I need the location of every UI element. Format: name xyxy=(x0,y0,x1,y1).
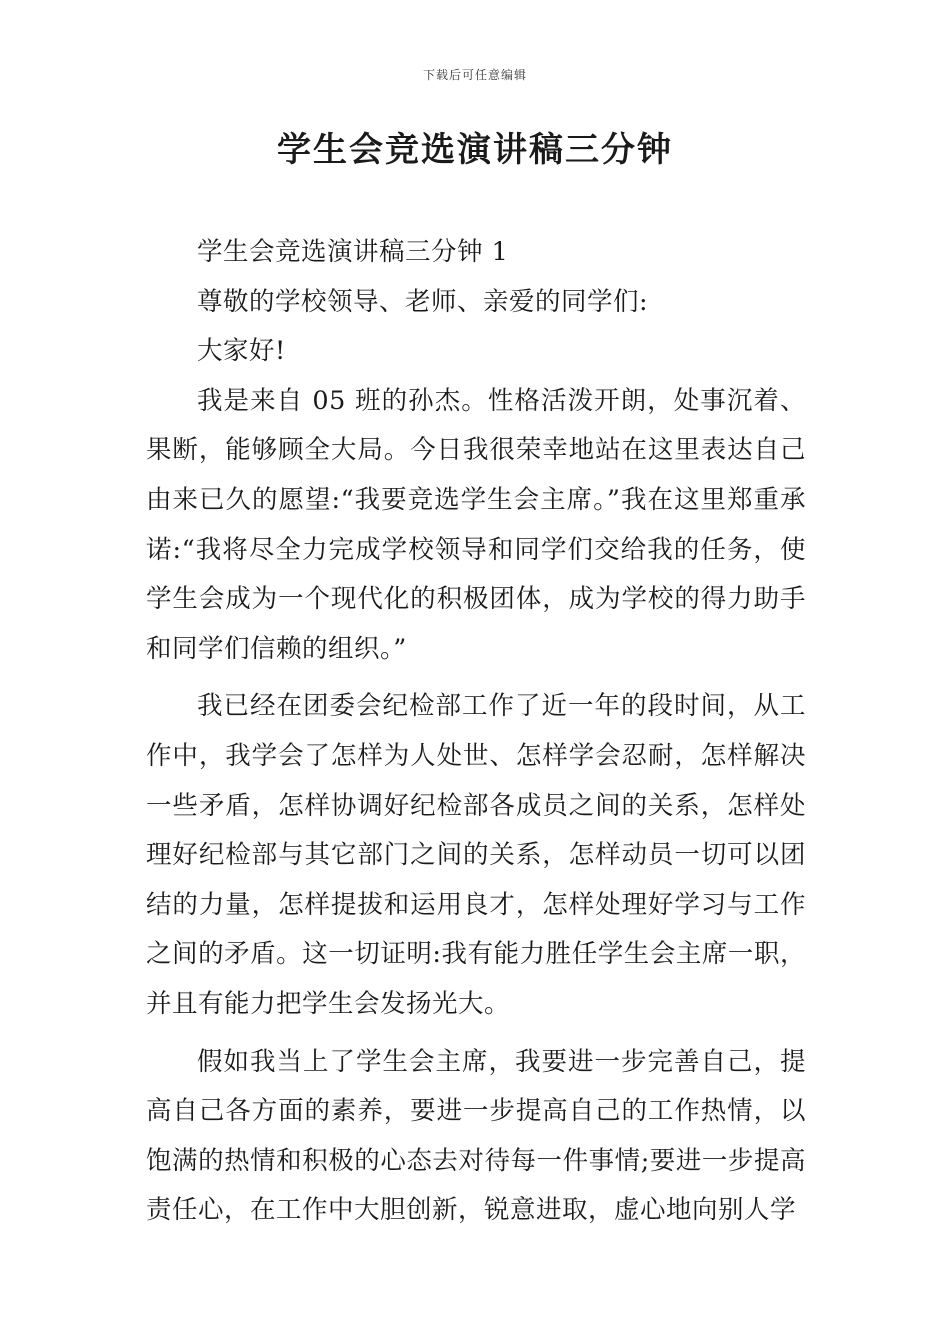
header-note: 下载后可任意编辑 xyxy=(422,68,527,82)
document-body xyxy=(146,228,806,1236)
paragraph-greeting: 大家好! xyxy=(197,336,286,367)
paragraph-experience: 我已经在团委会纪检部工作了近一年的段时间，从工作中，我学会了怎样为人处世、怎样学会忍耐，怎样解决一些矛盾，怎样协调好纪检部各成员之间的关系，怎样处理好纪检部与其它部门之间的关系，怎样动员一切可以团结的力量，怎样提拔和运用良才，怎样处理好学习与工作之间的矛盾。这一切证明:我有能力胜任学生会主席一职，并且有能力把学生会发扬光大。 xyxy=(146,691,806,1019)
paragraph-introduction: 我是来自 05 班的孙杰。性格活泼开朗，处事沉着、果断，能够顾全大局。今日我很荣幸地站在这里表达自己由来已久的愿望:“我要竞选学生会主席。”我在这里郑重承诺:“我将尽全力完成学校领导和同学们交给我的任务，使学生会成为一个现代化的积极团体，成为学校的得力助手和同学们信赖的组织。” xyxy=(146,385,806,664)
paragraph-section-heading: 学生会竞选演讲稿三分钟 1 xyxy=(197,237,509,267)
paragraph-salutation: 尊敬的学校领导、老师、亲爱的同学们: xyxy=(197,286,649,317)
document-title: 学生会竞选演讲稿三分钟 xyxy=(277,130,673,170)
paragraph-plans: 假如我当上了学生会主席，我要进一步完善自己，提高自己各方面的素养，要进一步提高自己的工作热情，以饱满的热情和积极的心态去对待每一件事情;要进一步提高责任心，在工作中大胆创新，锐意进取，虚心地向别人学 xyxy=(146,1046,806,1226)
